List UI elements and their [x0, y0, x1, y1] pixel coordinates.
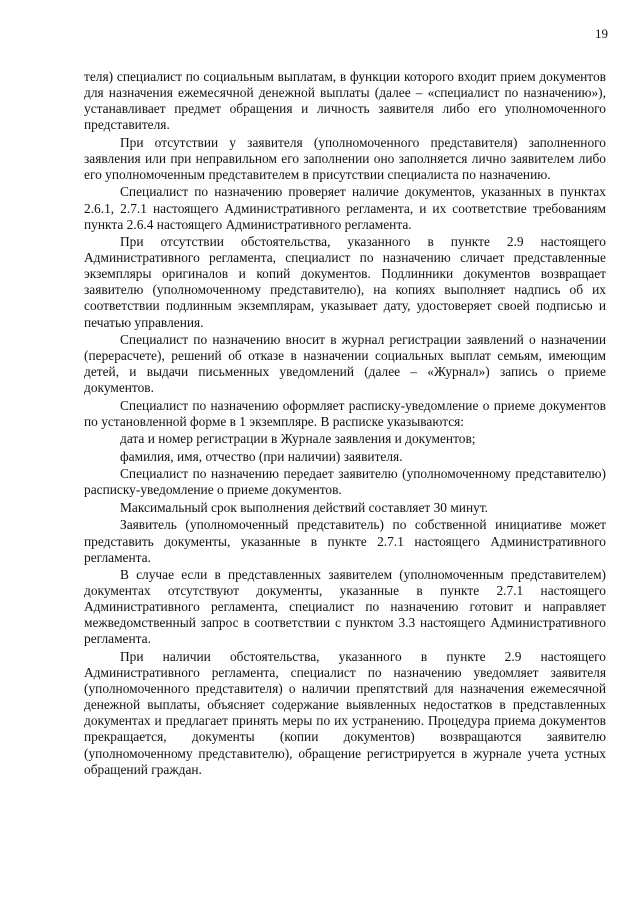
list-item: фамилия, имя, отчество (при наличии) заявителя. — [120, 448, 403, 464]
paragraph: При отсутствии у заявителя (уполномоченного представителя) заполненного заявления или при неправильном его заполнении оно заполняется лично заявителем либо его уполномоченным представителем в присутствии специалиста по назначению. — [84, 134, 606, 182]
paragraph: В случае если в представленных заявителем (уполномоченным представителем) документах отсутствуют документы, указанные в пункте 2.7.1 настоящего Административного регламента, специалист по назначению готовит и направляет межведомственный запрос в соответствии с пунктом 3.3 настоящего Административного регламента. — [84, 567, 606, 647]
paragraph: Специалист по назначению проверяет наличие документов, указанных в пунктах 2.6.1, 2.7.1 настоящего Административного регламента, и их соответствие требованиям пункта 2.6.4 настоящего Административного регламента. — [84, 184, 606, 232]
list-item: дата и номер регистрации в Журнале заявления и документов; — [120, 431, 476, 447]
page-number: 19 — [595, 26, 608, 41]
body-text — [84, 69, 606, 779]
paragraph: Специалист по назначению вносит в журнал регистрации заявлений о назначении (перерасчете), решений об отказе в назначении социальных выплат семьям, имеющим детей, и выдачи письменных уведомлений (далее – «Журнал») запись о приеме документов. — [84, 332, 606, 396]
paragraph: Заявитель (уполномоченный представитель) по собственной инициативе может представить документы, указанные в пункте 2.7.1 настоящего Административного регламента. — [84, 517, 606, 565]
paragraph: Специалист по назначению оформляет расписку-уведомление о приеме документов по установленной форме в 1 экземпляре. В расписке указываются: — [84, 397, 606, 429]
paragraph: При отсутствии обстоятельства, указанного в пункте 2.9 настоящего Административного регламента, специалист по назначению сличает представленные экземпляры оригиналов и копий документов. Подлинники документов возвращает заявителю (уполномоченному представителю), на копиях выполняет надпись об их соответствии подлинным экземплярам, указывает дату, удостоверяет своей подписью и печатью управления. — [84, 234, 606, 330]
paragraph: Максимальный срок выполнения действий составляет 30 минут. — [120, 499, 489, 515]
paragraph: теля) специалист по социальным выплатам, в функции которого входит прием документов для назначения ежемесячной денежной выплаты (далее – «специалист по назначению»), устанавливает предмет обращения и личность заявителя либо его уполномоченного представителя. — [84, 69, 606, 133]
paragraph: При наличии обстоятельства, указанного в пункте 2.9 настоящего Административного регламента, специалист по назначению уведомляет заявителя (уполномоченного представителя) о наличии препятствий для назначения ежемесячной денежной выплаты, объясняет содержание выявленных недостатков в представленных документах и предлагает принять меры по их устранению. Процедура приема документов прекращается, документы (копии документов) возвращаются заявителю (уполномоченному представителю), обращение регистрируется в журнале учета устных обращений граждан. — [84, 648, 606, 777]
paragraph: Специалист по назначению передает заявителю (уполномоченному представителю) расписку-уведомление о приеме документов. — [84, 466, 606, 498]
